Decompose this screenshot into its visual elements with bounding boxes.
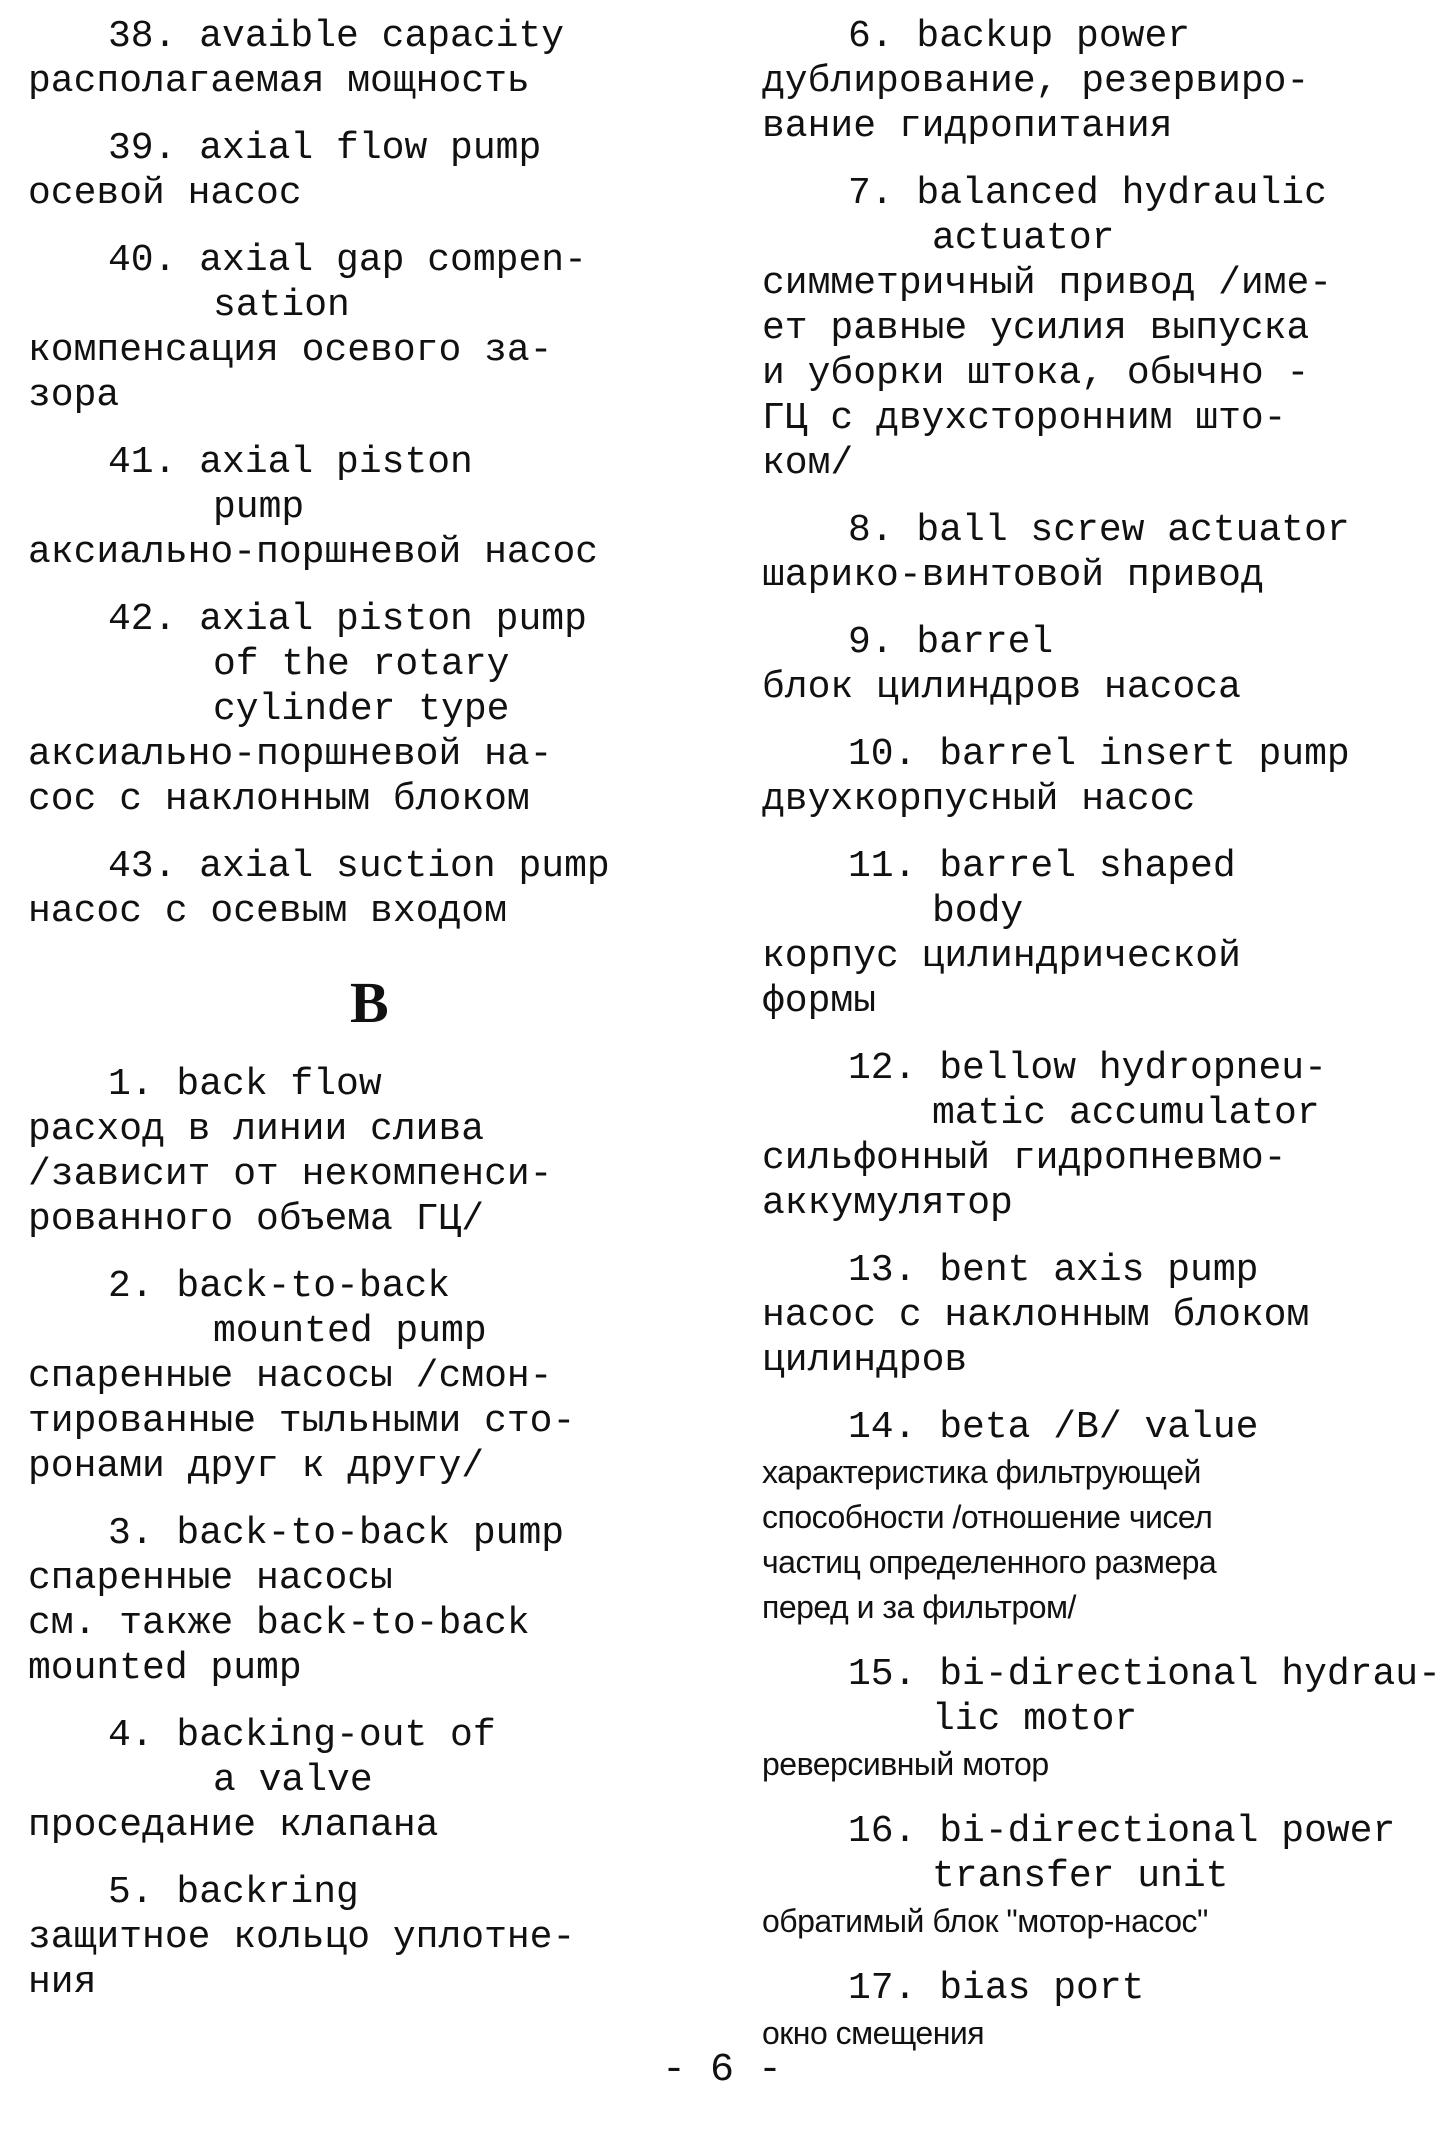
entry-definition: mounted pump (28, 1647, 302, 1690)
glossary-entry (28, 1264, 728, 1489)
entry-term: 7. balanced hydraulic (848, 172, 1327, 215)
entry-definition: ГЦ с двухсторонним што- (762, 397, 1287, 440)
glossary-entry (28, 126, 728, 216)
entry-definition: насос с наклонным блоком (762, 1294, 1310, 1337)
entry-term: sation (213, 284, 350, 327)
entry-definition: насос с осевым входом (28, 890, 507, 933)
entry-term: 13. bent axis pump (848, 1249, 1259, 1292)
entry-definition: защитное кольцо уплотне- (28, 1916, 576, 1959)
entry-definition: аккумулятор (762, 1182, 1013, 1225)
entry-definition: тированные тыльными сто- (28, 1400, 576, 1443)
entry-definition: двухкорпусный насос (762, 778, 1196, 821)
entry-term: actuator (932, 217, 1115, 260)
entry-definition: корпус цилиндрической (762, 935, 1241, 978)
glossary-entry (28, 1062, 728, 1242)
entry-term: 39. axial flow pump (108, 127, 542, 170)
glossary-entry (762, 1046, 1442, 1226)
entry-definition: ния (28, 1961, 97, 2004)
entry-definition: спаренные насосы /смон- (28, 1355, 553, 1398)
glossary-entry (28, 14, 728, 104)
glossary-entry (28, 844, 728, 934)
entry-definition: формы (762, 980, 877, 1023)
section-letter: B (350, 970, 389, 1035)
entry-term: 14. beta /B/ value (848, 1406, 1259, 1449)
glossary-entry (762, 620, 1442, 710)
glossary-entry (28, 597, 728, 822)
glossary-entry (762, 14, 1442, 149)
glossary-entry (762, 1248, 1442, 1383)
entry-term: 16. bi-directional power (848, 1810, 1396, 1853)
entry-term: cylinder type (213, 688, 510, 731)
entry-term: 5. backring (108, 1871, 359, 1914)
entry-term: 9. barrel (848, 621, 1054, 664)
entry-term: 38. avaible capacity (108, 15, 565, 58)
entry-term: 11. barrel shaped (848, 845, 1236, 888)
entry-definition: осевой насос (28, 172, 302, 215)
entry-definition: см. также back-to-back (28, 1602, 530, 1645)
entry-definition: спаренные насосы (28, 1557, 393, 1600)
glossary-entry (28, 1713, 728, 1848)
entry-term: 3. back-to-back pump (108, 1512, 565, 1555)
entry-definition: сильфонный гидропневмо- (762, 1137, 1287, 1180)
entry-definition: шарико-винтовой привод (762, 554, 1264, 597)
entry-term: mounted pump (213, 1310, 487, 1353)
entry-term: 15. bi-directional hydrau- (848, 1653, 1441, 1696)
glossary-entry (762, 171, 1442, 486)
entry-definition: реверсивный мотор (762, 1746, 1049, 1782)
entry-definition: и уборки штока, обычно - (762, 352, 1310, 395)
entry-term: 6. backup power (848, 15, 1191, 58)
entry-term: 10. barrel insert pump (848, 733, 1350, 776)
entry-definition: частиц определенного размера (762, 1544, 1217, 1580)
entry-definition: симметричный привод /име- (762, 262, 1333, 305)
entry-term: 12. bellow hydropneu- (848, 1047, 1327, 1090)
glossary-entry (28, 440, 728, 575)
entry-definition: цилиндров (762, 1339, 968, 1382)
entry-term: lic motor (932, 1698, 1138, 1741)
entry-definition: ком/ (762, 442, 854, 485)
entry-term: of the rotary (213, 643, 510, 686)
glossary-entry (762, 1652, 1442, 1787)
entry-definition: окно смещения (762, 2015, 985, 2051)
entry-term: body (932, 890, 1024, 933)
right-column (762, 14, 1442, 2078)
entry-definition: проседание клапана (28, 1804, 439, 1847)
entry-definition: /зависит от некомпенси- (28, 1153, 553, 1196)
entry-term: 43. axial suction pump (108, 845, 610, 888)
glossary-entry (762, 1809, 1442, 1944)
entry-definition: компенсация осевого за- (28, 329, 553, 372)
glossary-entry (762, 508, 1442, 598)
entry-term: pump (213, 486, 305, 529)
entry-definition: способности /отношение чисел (762, 1499, 1213, 1535)
glossary-entry (28, 1870, 728, 2005)
page-number: - 6 - (661, 2048, 783, 2093)
entry-definition: обратимый блок "мотор-насос" (762, 1903, 1208, 1939)
entry-definition: ронами друг к другу/ (28, 1445, 485, 1488)
entry-term: transfer unit (932, 1855, 1229, 1898)
entry-term: 42. axial piston pump (108, 598, 587, 641)
entry-term: 40. axial gap compen- (108, 239, 587, 282)
entry-term: 8. ball screw actuator (848, 509, 1350, 552)
entry-definition: характеристика фильтрующей (762, 1454, 1201, 1490)
glossary-entry (762, 1405, 1442, 1630)
entry-term: 4. backing-out of (108, 1714, 496, 1757)
entry-term: 41. axial piston (108, 441, 473, 484)
entry-definition: располагаемая мощность (28, 60, 530, 103)
entry-definition: ет равные усилия выпуска (762, 307, 1310, 350)
glossary-entry (762, 844, 1442, 1024)
entry-definition: сос с наклонным блоком (28, 778, 530, 821)
entry-term: matic accumulator (932, 1092, 1320, 1135)
entry-definition: дублирование, резервиро- (762, 60, 1310, 103)
entry-definition: блок цилиндров насоса (762, 666, 1241, 709)
entry-definition: вание гидропитания (762, 105, 1173, 148)
glossary-entry (762, 732, 1442, 822)
glossary-entry (762, 1966, 1442, 2056)
entry-definition: рованного объема ГЦ/ (28, 1198, 485, 1241)
entry-definition: аксиально-поршневой насос (28, 531, 599, 574)
glossary-entry (28, 1511, 728, 1691)
left-column (28, 14, 728, 2027)
entry-term: 17. bias port (848, 1967, 1145, 2010)
entry-definition: расход в линии слива (28, 1108, 485, 1151)
entry-definition: перед и за фильтром/ (762, 1589, 1076, 1625)
entry-definition: зора (28, 374, 120, 417)
entry-term: 1. back flow (108, 1063, 382, 1106)
entry-definition: аксиально-поршневой на- (28, 733, 553, 776)
entry-term: 2. back-to-back (108, 1265, 451, 1308)
entry-term: a valve (213, 1759, 373, 1802)
glossary-entry (28, 238, 728, 418)
